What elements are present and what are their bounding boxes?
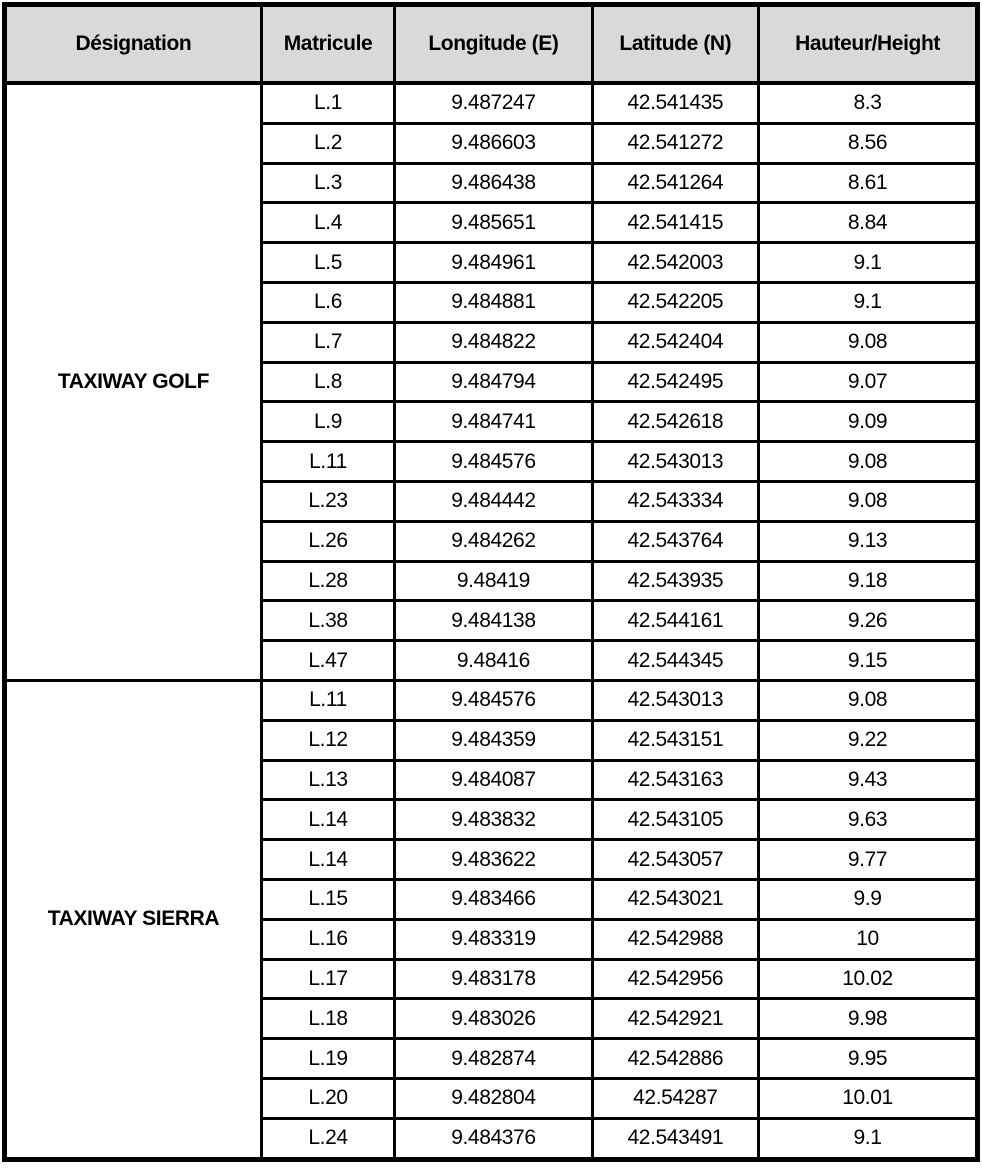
- cell-longitude: 9.484359: [395, 720, 593, 760]
- cell-latitude: 42.543491: [592, 1118, 758, 1159]
- cell-height: 8.61: [759, 163, 978, 203]
- cell-latitude: 42.542205: [592, 282, 758, 322]
- cell-longitude: 9.483026: [395, 999, 593, 1039]
- cell-matricule: L.3: [261, 163, 394, 203]
- cell-latitude: 42.541415: [592, 203, 758, 243]
- group-designation: TAXIWAY SIERRA: [5, 680, 262, 1159]
- cell-latitude: 42.543057: [592, 840, 758, 880]
- cell-matricule: L.28: [261, 561, 394, 601]
- cell-height: 8.84: [759, 203, 978, 243]
- cell-height: 9.77: [759, 840, 978, 880]
- cell-height: 9.1: [759, 282, 978, 322]
- cell-height: 10.02: [759, 959, 978, 999]
- cell-latitude: 42.542404: [592, 322, 758, 362]
- cell-latitude: 42.541272: [592, 123, 758, 163]
- cell-height: 9.08: [759, 442, 978, 482]
- cell-latitude: 42.543013: [592, 680, 758, 720]
- cell-height: 9.07: [759, 362, 978, 402]
- cell-longitude: 9.484087: [395, 760, 593, 800]
- cell-latitude: 42.542921: [592, 999, 758, 1039]
- cell-height: 9.08: [759, 481, 978, 521]
- cell-matricule: L.26: [261, 521, 394, 561]
- cell-latitude: 42.543935: [592, 561, 758, 601]
- cell-longitude: 9.483622: [395, 840, 593, 880]
- cell-matricule: L.1: [261, 83, 394, 123]
- cell-longitude: 9.484576: [395, 442, 593, 482]
- cell-matricule: L.20: [261, 1078, 394, 1118]
- cell-matricule: L.19: [261, 1039, 394, 1079]
- cell-height: 9.26: [759, 601, 978, 641]
- cell-latitude: 42.542988: [592, 919, 758, 959]
- cell-height: 10: [759, 919, 978, 959]
- cell-longitude: 9.482804: [395, 1078, 593, 1118]
- cell-longitude: 9.483178: [395, 959, 593, 999]
- cell-matricule: L.16: [261, 919, 394, 959]
- cell-matricule: L.15: [261, 879, 394, 919]
- table-body: [5, 83, 978, 1159]
- column-header-matricule: Matricule: [261, 5, 394, 84]
- cell-height: 9.22: [759, 720, 978, 760]
- cell-latitude: 42.543151: [592, 720, 758, 760]
- cell-height: 9.09: [759, 402, 978, 442]
- cell-latitude: 42.542618: [592, 402, 758, 442]
- cell-longitude: 9.484961: [395, 243, 593, 283]
- cell-height: 9.1: [759, 243, 978, 283]
- cell-matricule: L.9: [261, 402, 394, 442]
- cell-longitude: 9.483466: [395, 879, 593, 919]
- cell-height: 9.98: [759, 999, 978, 1039]
- cell-longitude: 9.484376: [395, 1118, 593, 1159]
- cell-longitude: 9.484262: [395, 521, 593, 561]
- cell-height: 9.9: [759, 879, 978, 919]
- column-header-longitude: Longitude (E): [395, 5, 593, 84]
- cell-matricule: L.14: [261, 800, 394, 840]
- cell-matricule: L.7: [261, 322, 394, 362]
- cell-longitude: 9.484881: [395, 282, 593, 322]
- cell-longitude: 9.484741: [395, 402, 593, 442]
- table-row: [5, 680, 978, 720]
- cell-matricule: L.11: [261, 680, 394, 720]
- cell-latitude: 42.543334: [592, 481, 758, 521]
- cell-height: 8.3: [759, 83, 978, 123]
- cell-latitude: 42.542495: [592, 362, 758, 402]
- cell-matricule: L.5: [261, 243, 394, 283]
- cell-latitude: 42.543764: [592, 521, 758, 561]
- cell-height: 9.63: [759, 800, 978, 840]
- cell-longitude: 9.484794: [395, 362, 593, 402]
- cell-latitude: 42.543021: [592, 879, 758, 919]
- table-header: [5, 5, 978, 84]
- cell-latitude: 42.542003: [592, 243, 758, 283]
- cell-matricule: L.38: [261, 601, 394, 641]
- cell-matricule: L.2: [261, 123, 394, 163]
- cell-longitude: 9.483832: [395, 800, 593, 840]
- cell-latitude: 42.541435: [592, 83, 758, 123]
- cell-latitude: 42.544161: [592, 601, 758, 641]
- cell-height: 9.08: [759, 322, 978, 362]
- cell-height: 9.1: [759, 1118, 978, 1159]
- cell-matricule: L.12: [261, 720, 394, 760]
- cell-matricule: L.4: [261, 203, 394, 243]
- cell-latitude: 42.543163: [592, 760, 758, 800]
- cell-matricule: L.11: [261, 442, 394, 482]
- column-header-latitude: Latitude (N): [592, 5, 758, 84]
- cell-latitude: 42.544345: [592, 641, 758, 681]
- cell-longitude: 9.486438: [395, 163, 593, 203]
- cell-longitude: 9.486603: [395, 123, 593, 163]
- cell-matricule: L.18: [261, 999, 394, 1039]
- cell-latitude: 42.54287: [592, 1078, 758, 1118]
- cell-longitude: 9.483319: [395, 919, 593, 959]
- cell-latitude: 42.542886: [592, 1039, 758, 1079]
- cell-height: 9.18: [759, 561, 978, 601]
- cell-height: 9.43: [759, 760, 978, 800]
- cell-matricule: L.47: [261, 641, 394, 681]
- cell-longitude: 9.48419: [395, 561, 593, 601]
- cell-matricule: L.17: [261, 959, 394, 999]
- cell-longitude: 9.484442: [395, 481, 593, 521]
- cell-height: 9.08: [759, 680, 978, 720]
- cell-matricule: L.6: [261, 282, 394, 322]
- cell-matricule: L.23: [261, 481, 394, 521]
- cell-longitude: 9.484138: [395, 601, 593, 641]
- group-designation: TAXIWAY GOLF: [5, 83, 262, 680]
- cell-matricule: L.24: [261, 1118, 394, 1159]
- cell-longitude: 9.484576: [395, 680, 593, 720]
- cell-latitude: 42.543105: [592, 800, 758, 840]
- cell-latitude: 42.541264: [592, 163, 758, 203]
- cell-height: 9.13: [759, 521, 978, 561]
- header-row: [5, 5, 978, 84]
- cell-matricule: L.8: [261, 362, 394, 402]
- cell-height: 9.95: [759, 1039, 978, 1079]
- cell-latitude: 42.542956: [592, 959, 758, 999]
- cell-height: 9.15: [759, 641, 978, 681]
- survey-points-table: [2, 2, 980, 1162]
- cell-height: 10.01: [759, 1078, 978, 1118]
- cell-longitude: 9.484822: [395, 322, 593, 362]
- column-header-designation: Désignation: [5, 5, 262, 84]
- cell-longitude: 9.482874: [395, 1039, 593, 1079]
- cell-matricule: L.13: [261, 760, 394, 800]
- cell-longitude: 9.48416: [395, 641, 593, 681]
- cell-longitude: 9.485651: [395, 203, 593, 243]
- cell-latitude: 42.543013: [592, 442, 758, 482]
- cell-height: 8.56: [759, 123, 978, 163]
- cell-longitude: 9.487247: [395, 83, 593, 123]
- column-header-height: Hauteur/Height: [759, 5, 978, 84]
- table-row: [5, 83, 978, 123]
- cell-matricule: L.14: [261, 840, 394, 880]
